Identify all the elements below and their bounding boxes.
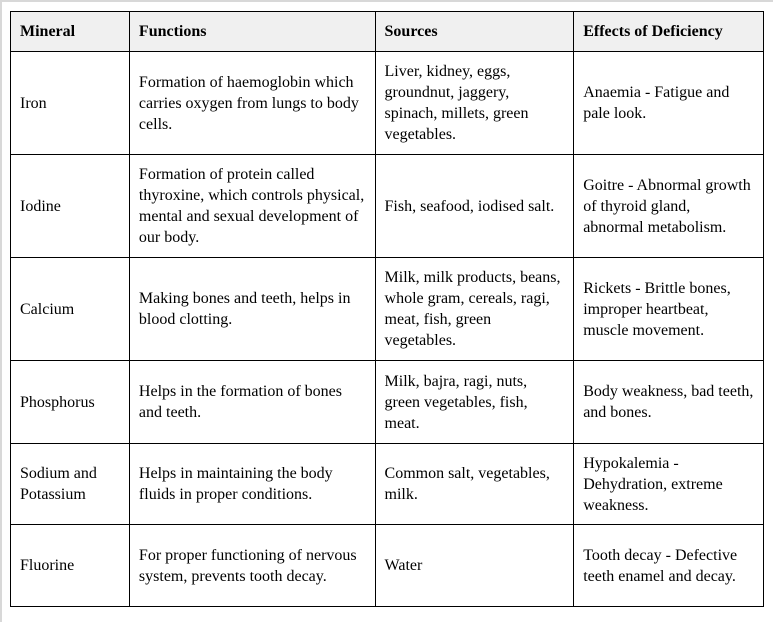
cell-mineral: Iron	[11, 52, 130, 155]
cell-sources: Fish, seafood, iodised salt.	[375, 155, 574, 258]
cell-sources: Common salt, vegetables, milk.	[375, 444, 574, 525]
cell-mineral: Phosphorus	[11, 361, 130, 444]
cell-sources: Milk, milk products, beans, whole gram, cereals, ragi, meat, fish, green vegetables.	[375, 258, 574, 361]
cell-functions: Formation of protein called thyroxine, which controls physical, mental and sexual development of our body.	[129, 155, 375, 258]
cell-functions: Making bones and teeth, helps in blood clotting.	[129, 258, 375, 361]
cell-effects: Tooth decay - Defective teeth enamel and decay.	[574, 525, 764, 607]
cell-effects: Body weakness, bad teeth, and bones.	[574, 361, 764, 444]
cell-sources: Milk, bajra, ragi, nuts, green vegetables, fish, meat.	[375, 361, 574, 444]
cell-mineral: Fluorine	[11, 525, 130, 607]
table-row	[11, 444, 764, 525]
cell-mineral: Sodium and Potassium	[11, 444, 130, 525]
minerals-table	[10, 11, 764, 607]
cell-sources: Liver, kidney, eggs, groundnut, jaggery, spinach, millets, green vegetables.	[375, 52, 574, 155]
cell-effects: Rickets - Brittle bones, improper heartbeat, muscle movement.	[574, 258, 764, 361]
table-row	[11, 52, 764, 155]
header-sources: Sources	[375, 12, 574, 52]
cell-mineral: Iodine	[11, 155, 130, 258]
cell-mineral: Calcium	[11, 258, 130, 361]
cell-effects: Anaemia - Fatigue and pale look.	[574, 52, 764, 155]
table-row	[11, 258, 764, 361]
cell-functions: Formation of haemoglobin which carries oxygen from lungs to body cells.	[129, 52, 375, 155]
table-row	[11, 361, 764, 444]
header-functions: Functions	[129, 12, 375, 52]
header-effects: Effects of Deficiency	[574, 12, 764, 52]
header-mineral: Mineral	[11, 12, 130, 52]
cell-functions: Helps in maintaining the body fluids in proper conditions.	[129, 444, 375, 525]
cell-functions: Helps in the formation of bones and teeth.	[129, 361, 375, 444]
header-row	[11, 12, 764, 52]
table-row	[11, 525, 764, 607]
table-row	[11, 155, 764, 258]
cell-functions: For proper functioning of nervous system, prevents tooth decay.	[129, 525, 375, 607]
cell-effects: Goitre - Abnormal growth of thyroid gland, abnormal metabolism.	[574, 155, 764, 258]
cell-sources: Water	[375, 525, 574, 607]
cell-effects: Hypokalemia - Dehydration, extreme weakness.	[574, 444, 764, 525]
